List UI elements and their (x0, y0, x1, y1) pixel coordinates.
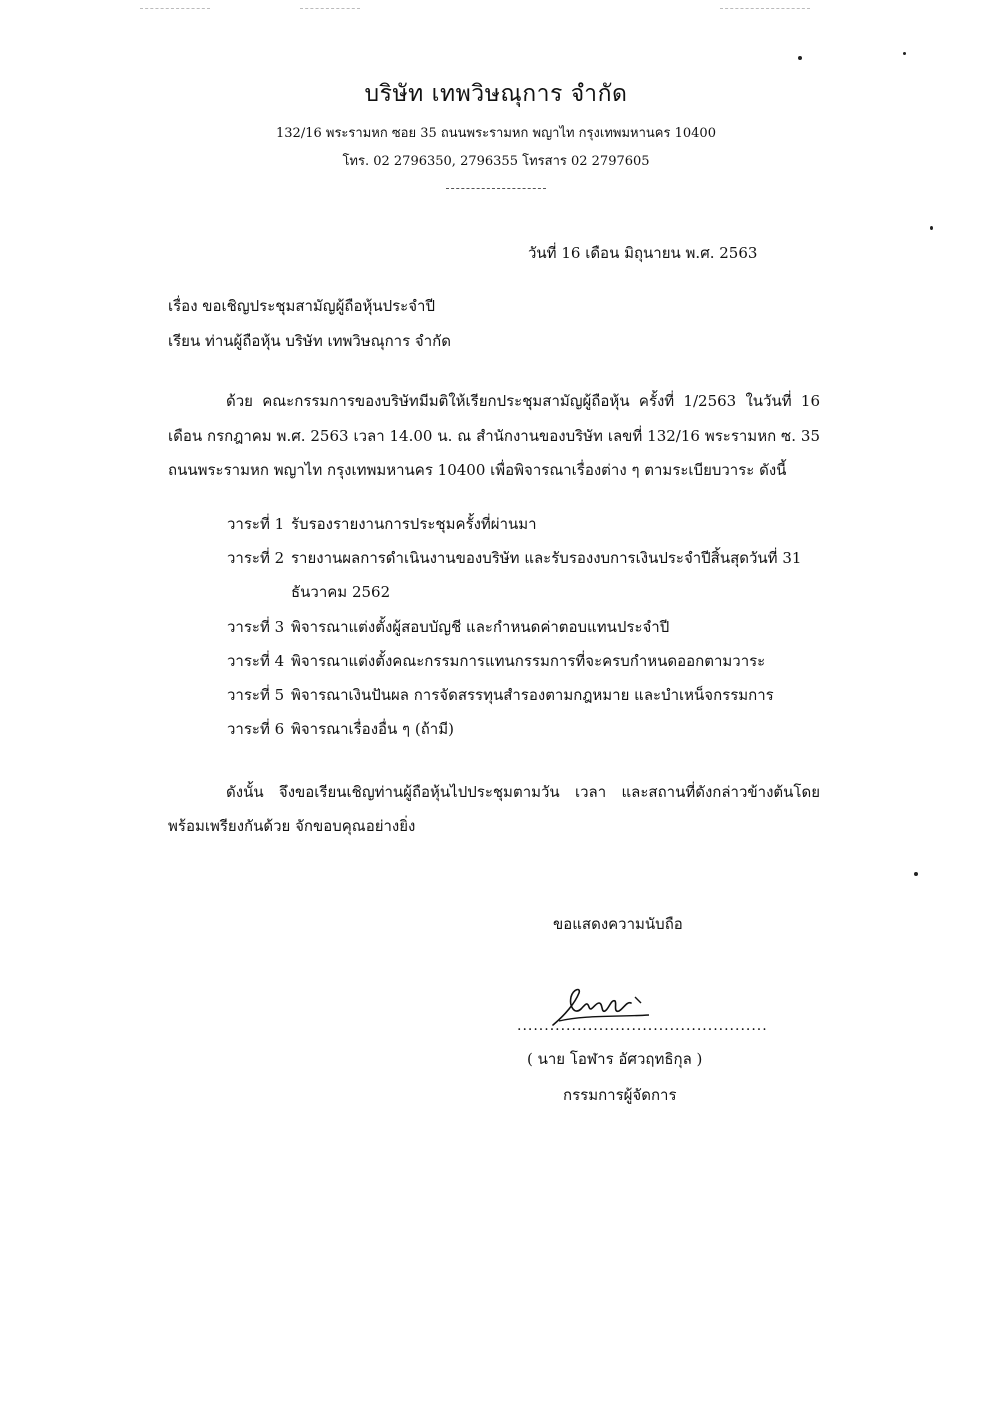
letterhead-divider (446, 188, 546, 189)
signature-line: .............................................. (517, 1018, 768, 1034)
agenda-list (227, 507, 827, 746)
agenda-item (227, 678, 827, 712)
scan-speck (903, 52, 906, 55)
signer-name: ( นาย โอฬาร อัศวฤทธิกุล ) (527, 1050, 703, 1068)
company-address: 132/16 พระรามหก ซอย 35 ถนนพระรามหก พญาไท กรุงเทพมหานคร 10400 (276, 126, 716, 141)
closing-text: ดังนั้น จึงขอเรียนเชิญท่านผู้ถือหุ้นไปประชุมตามวัน เวลา และสถานที่ดังกล่าวข้างต้นโดยพร้อมเพรียงกันด้วย จักขอบคุณอย่างยิ่ง (168, 783, 820, 835)
agenda-text: พิจารณาแต่งตั้งผู้สอบบัญชี และกำหนดค่าตอบแทนประจำปี (291, 617, 670, 636)
agenda-label: วาระที่ 6 (227, 720, 285, 739)
agenda-label: วาระที่ 3 (227, 617, 285, 636)
letter-recipient: เรียน ท่านผู้ถือหุ้น บริษัท เทพวิษณุการ จำกัด (168, 332, 451, 350)
scan-speck (798, 56, 802, 60)
agenda-item (227, 610, 827, 644)
body-paragraph (168, 384, 820, 488)
agenda-item (227, 644, 827, 678)
company-name: บริษัท เทพวิษณุการ จำกัด (364, 81, 628, 107)
agenda-item (227, 507, 827, 541)
agenda-item (227, 541, 827, 609)
agenda-item (227, 712, 827, 746)
agenda-text: รายงานผลการดำเนินงานของบริษัท และรับรองงบการเงินประจำปีสิ้นสุดวันที่ 31 ธันวาคม 2562 (291, 549, 802, 602)
scan-artifact-line (300, 8, 360, 9)
agenda-text: พิจารณาแต่งตั้งคณะกรรมการแทนกรรมการที่จะครบกำหนดออกตามวาระ (291, 651, 766, 670)
scan-speck (930, 226, 933, 230)
scan-speck (914, 872, 918, 876)
scan-artifact-line (720, 8, 810, 9)
agenda-label: วาระที่ 1 (227, 515, 285, 533)
agenda-text: รับรองรายงานการประชุมครั้งที่ผ่านมา (291, 515, 537, 533)
agenda-text: พิจารณาเงินปันผล การจัดสรรทุนสำรองตามกฎหมาย และบำเหน็จกรรมการ (291, 686, 774, 705)
agenda-label: วาระที่ 2 (227, 549, 285, 568)
scan-artifact-line (140, 8, 210, 9)
letter-subject: เรื่อง ขอเชิญประชุมสามัญผู้ถือหุ้นประจำปี (168, 297, 435, 315)
body-text: ด้วย คณะกรรมการของบริษัทมีมติให้เรียกประชุมสามัญผู้ถือหุ้น ครั้งที่ 1/2563 ในวันที่ 16 เดือน กรกฎาคม พ.ศ. 2563 เวลา 14.00 น. ณ สำนักงานของบริษัท เลขที่ 132/16 พระรามหก ซ. 35 ถนนพระรามหก พญาไท กรุงเทพมหานคร 10400 เพื่อพิจารณาเรื่องต่าง ๆ ตามระเบียบวาระ ดังนี้ (168, 392, 820, 479)
letter-date: วันที่ 16 เดือน มิถุนายน พ.ศ. 2563 (528, 244, 758, 262)
agenda-label: วาระที่ 5 (227, 686, 285, 705)
closing-paragraph (168, 775, 820, 843)
sign-off: ขอแสดงความนับถือ (553, 915, 683, 933)
signer-title: กรรมการผู้จัดการ (563, 1086, 677, 1104)
agenda-label: วาระที่ 4 (227, 651, 285, 670)
agenda-text: พิจารณาเรื่องอื่น ๆ (ถ้ามี) (291, 720, 454, 739)
company-phone: โทร. 02 2796350, 2796355 โทรสาร 02 2797605 (342, 154, 650, 169)
